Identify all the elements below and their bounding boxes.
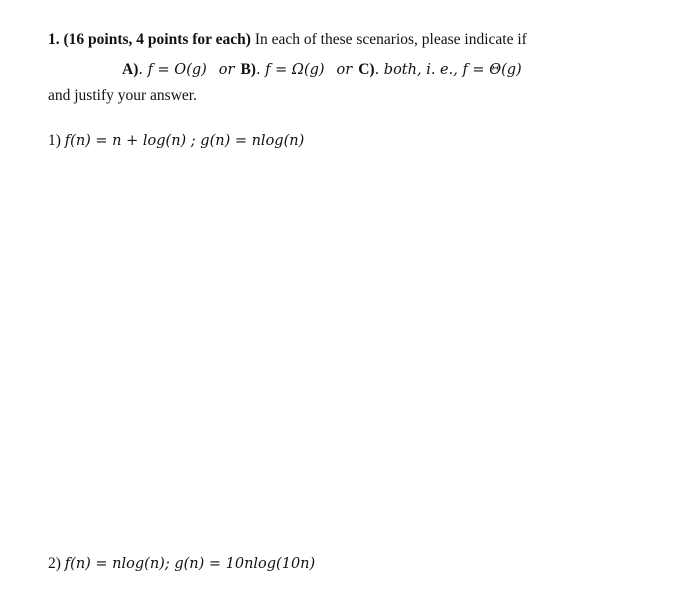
answer-options-line [122, 60, 522, 80]
option-a-label: A) [122, 61, 139, 78]
justify-instruction: and justify your answer. [48, 87, 197, 104]
part-1 [48, 131, 304, 151]
question-heading [48, 30, 527, 50]
or-connector-1: or [218, 62, 235, 78]
question-intro: In each of these scenarios, please indicate if [250, 31, 527, 48]
part-1-label: 1) [48, 132, 65, 149]
part-2-label: 2) [48, 555, 65, 572]
part-1-expression: f(n) = n + log(n) ; g(n) = nlog(n) [64, 133, 305, 149]
option-b-expression: . f = Ω(g) [255, 62, 325, 78]
or-connector-2: or [336, 62, 353, 78]
option-c-expression: . both, i. e., f = Θ(g) [374, 62, 522, 78]
option-b-label: B) [240, 61, 256, 78]
part-2-expression: f(n) = nlog(n); g(n) = 10nlog(10n) [64, 556, 316, 572]
part-2 [48, 554, 315, 574]
option-c-label: C) [358, 61, 375, 78]
option-a-expression: . f = O(g) [138, 62, 207, 78]
question-number-points: 1. (16 points, 4 points for each) [48, 31, 251, 48]
